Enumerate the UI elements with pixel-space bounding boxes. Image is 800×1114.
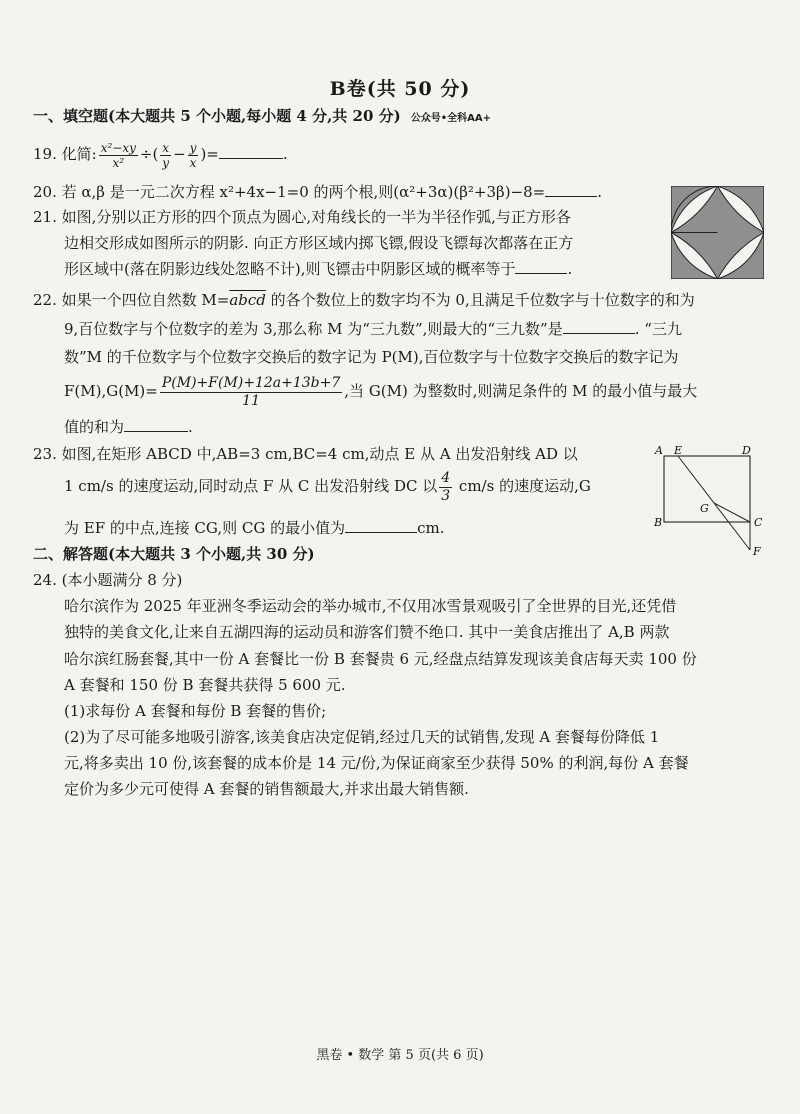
q19-frac1-den: x² — [112, 155, 125, 170]
source-tag: 公众号•全科AA+ — [410, 113, 491, 124]
q23-line-3b: cm. — [417, 519, 445, 537]
q23-line-2b: cm/s 的速度运动,G — [454, 477, 591, 495]
q23-line-2a: 1 cm/s 的速度运动,同时动点 F 从 C 出发沿射线 DC 以 — [64, 477, 438, 495]
section-1-heading — [33, 106, 491, 129]
q19-frac2-num: x — [162, 140, 170, 155]
q20-answer-blank[interactable] — [545, 182, 597, 197]
q19-div: ÷( — [139, 145, 159, 163]
segment-cg — [714, 503, 750, 522]
section-1-heading-text: 一、填空题(本大题共 5 个小题,每小题 4 分,共 20 分) — [33, 107, 401, 125]
q23-frac-den: 3 — [441, 487, 451, 504]
label-d: D — [742, 444, 751, 457]
q22-line-2b: . “三九 — [634, 320, 682, 338]
label-a: A — [655, 444, 663, 457]
question-22-line-4 — [64, 371, 697, 411]
q20-end: . — [597, 183, 603, 201]
q23-line-3a: 为 EF 的中点,连接 CG,则 CG 的最小值为 — [64, 519, 346, 537]
q22-end: . — [188, 418, 193, 436]
q19-answer-blank[interactable] — [219, 144, 283, 159]
section-2-heading: 二、解答题(本大题共 3 个小题,共 30 分) — [33, 545, 315, 563]
q19-frac1-num: x²−xy — [100, 140, 136, 155]
label-g: G — [700, 502, 709, 515]
q19-fraction-1 — [99, 141, 138, 170]
question-23-line-3 — [64, 518, 445, 538]
q21-end: . — [567, 260, 573, 278]
label-f: F — [753, 545, 761, 558]
q19-end: . — [282, 145, 288, 163]
q21-answer-blank[interactable] — [515, 259, 567, 274]
q22-answer-blank-2[interactable] — [124, 417, 188, 432]
q22-fraction — [160, 375, 342, 410]
q24-paragraph-line-3: 哈尔滨红肠套餐,其中一份 A 套餐比一份 B 套餐贵 6 元,经盘点结算发现该美食店每天卖 100 份 — [64, 650, 697, 668]
q24-subquestion-2-line-3: 定价为多少元可使得 A 套餐的销售额最大,并求出最大销售额. — [64, 780, 469, 798]
q24-paragraph-line-4: A 套餐和 150 份 B 套餐共获得 5 600 元. — [64, 676, 346, 694]
label-e: E — [674, 444, 683, 457]
q22-frac-den: 11 — [242, 392, 260, 409]
q22-line-1b: 的各个数位上的数字均不为 0,且满足千位数字与十位数字的和为 — [265, 291, 695, 309]
question-21-line-2: 边相交形成如图所示的阴影. 向正方形区域内掷飞镖,假设飞镖每次都落在正方 — [64, 234, 574, 252]
q22-line-4a: F(M),G(M)= — [64, 382, 158, 400]
question-24-head: 24. (本小题满分 8 分) — [33, 571, 183, 589]
question-22-line-5 — [64, 417, 193, 437]
q24-paragraph-line-2: 独特的美食文化,让来自五湖四海的运动员和游客们赞不绝口. 其中一美食店推出了 A,B 两款 — [64, 623, 670, 641]
question-22-line-2 — [64, 319, 682, 339]
q23-answer-blank[interactable] — [345, 518, 417, 533]
q19-suffix: )= — [200, 145, 219, 163]
q23-fraction — [439, 470, 452, 505]
q19-frac3-den: x — [189, 155, 197, 170]
q24-subquestion-1: (1)求每份 A 套餐和每份 B 套餐的售价; — [64, 702, 327, 720]
q22-line-2a: 9,百位数字与个位数字的差为 3,那么称 M 为“三九数”,则最大的“三九数”是 — [64, 320, 563, 338]
q20-text: 20. 若 α,β 是一元二次方程 x²+4x−1=0 的两个根,则(α²+3α)(β²+3β)−8= — [33, 183, 546, 201]
page-title: B卷(共 50 分) — [329, 78, 471, 100]
q19-frac2-den: y — [162, 155, 170, 170]
q24-subquestion-2-line-2: 元,将多卖出 10 份,该套餐的成本价是 14 元/份,为保证商家至少获得 50% 的利润,每份 A 套餐 — [64, 754, 689, 772]
question-21-line-3 — [64, 259, 572, 279]
q22-frac-num: P(M)+F(M)+12a+13b+7 — [161, 374, 341, 391]
label-b: B — [654, 516, 663, 529]
label-c: C — [754, 516, 763, 529]
page-footer: 黑卷 • 数学 第 5 页(共 6 页) — [316, 1048, 484, 1063]
q22-line-1a: 22. 如果一个四位自然数 M= — [33, 291, 230, 309]
q22-line-4b: ,当 G(M) 为整数时,则满足条件的 M 的最小值与最大 — [344, 382, 698, 400]
question-20 — [33, 182, 602, 202]
q19-minus: − — [173, 145, 186, 163]
q19-frac3-num: y — [189, 140, 197, 155]
square-arcs-figure — [671, 186, 764, 279]
q22-abcd: abcd — [229, 291, 266, 309]
q19-prefix: 19. 化简: — [33, 145, 97, 163]
q21-line-3-text: 形区域中(落在阴影边线处忽略不计),则飞镖击中阴影区域的概率等于 — [64, 260, 516, 278]
q24-paragraph-line-1: 哈尔滨作为 2025 年亚洲冬季运动会的举办城市,不仅用冰雪景观吸引了全世界的目光,还凭借 — [64, 597, 677, 615]
q19-fraction-2 — [160, 141, 171, 170]
q23-frac-num: 4 — [441, 469, 451, 486]
question-22-line-1 — [33, 290, 695, 310]
question-23-line-1: 23. 如图,在矩形 ABCD 中,AB=3 cm,BC=4 cm,动点 E 从 A 出发沿射线 AD 以 — [33, 445, 578, 463]
q22-line-5-text: 值的和为 — [64, 418, 125, 436]
rectangle-abcd-figure — [654, 444, 766, 566]
question-21-line-1: 21. 如图,分别以正方形的四个顶点为圆心,对角线长的一半为半径作弧,与正方形各 — [33, 208, 571, 226]
question-19 — [33, 137, 288, 171]
q22-answer-blank-1[interactable] — [563, 319, 635, 334]
q19-fraction-3 — [188, 141, 199, 170]
question-22-line-3: 数”M 的千位数字与个位数字交换后的数字记为 P(M),百位数字与十位数字交换后的数字记为 — [64, 348, 679, 366]
q24-subquestion-2-line-1: (2)为了尽可能多地吸引游客,该美食店决定促销,经过几天的试销售,发现 A 套餐每份降低 1 — [64, 728, 660, 746]
question-23-line-2 — [64, 468, 591, 505]
